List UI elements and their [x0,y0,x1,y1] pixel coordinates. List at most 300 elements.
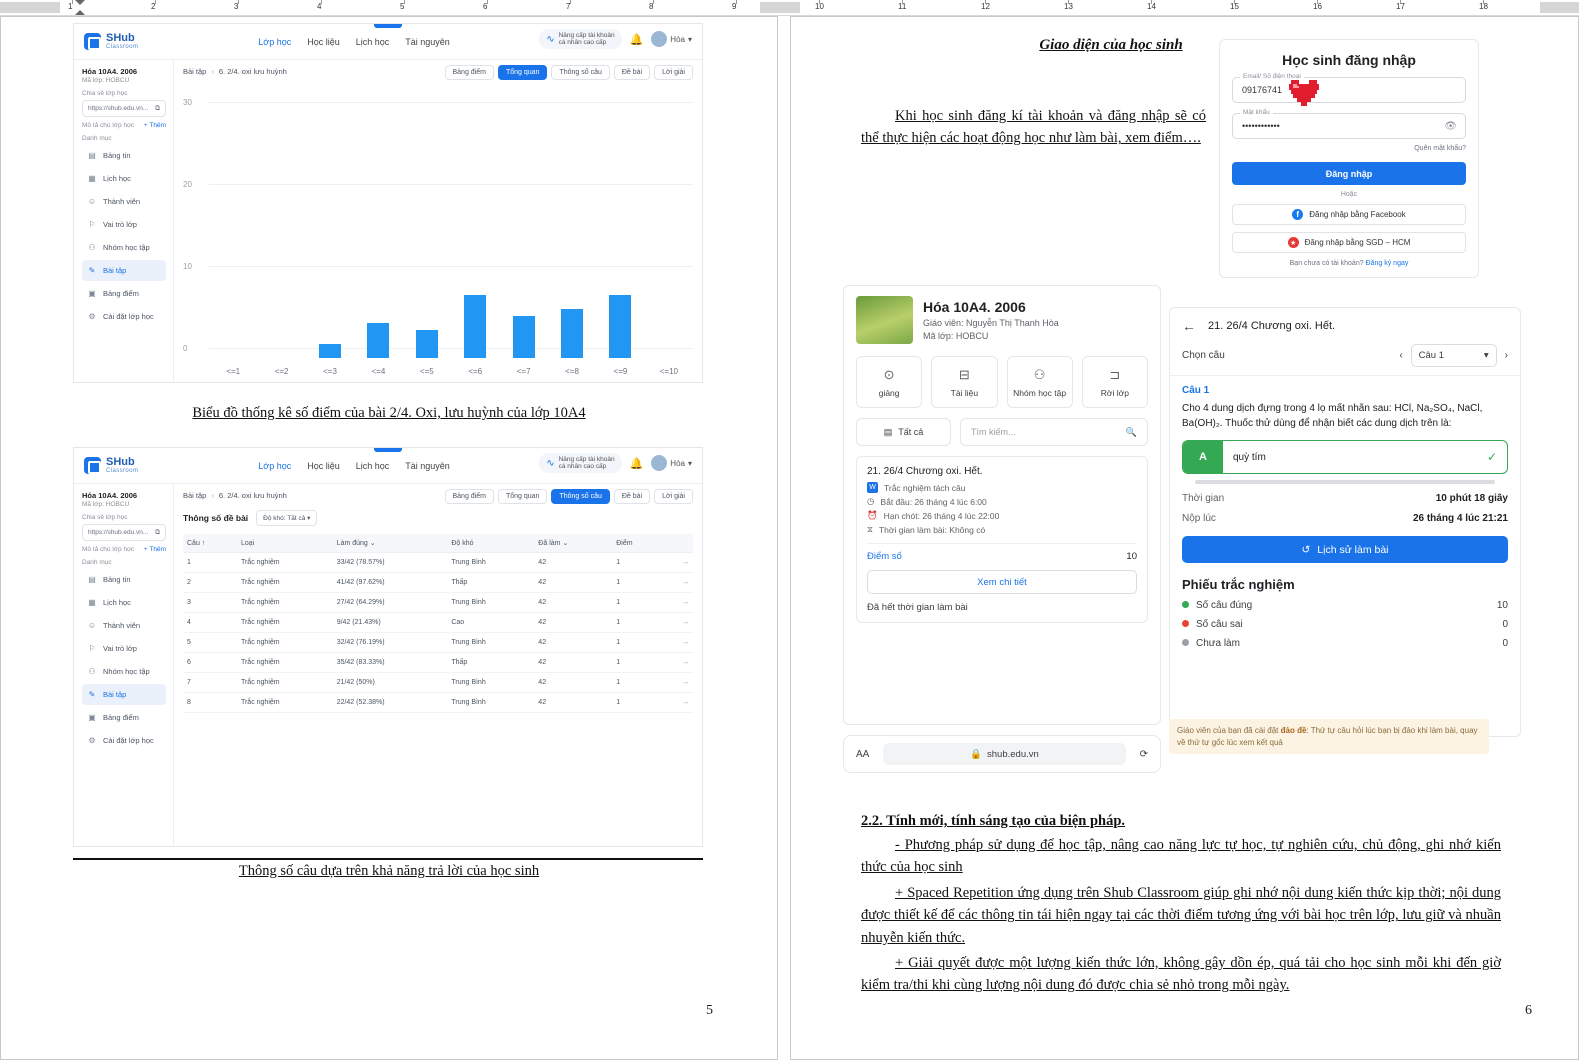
table-cell: 41/42 (97.62%) [333,573,448,593]
upgrade-line1: Nâng cấp tài khoản [558,32,615,39]
nav-hoc-lieu[interactable]: Học liệu [307,36,340,47]
table-column-header[interactable]: Loại [237,534,333,553]
password-field[interactable] [1232,109,1466,139]
first-line-indent-marker[interactable] [75,0,85,5]
table-cell: Trắc nghiệm [237,573,333,593]
chart-bar-cell [257,102,305,358]
table-column-header[interactable]: Điểm [612,534,662,553]
grade-icon: ▣ [88,289,96,298]
sidebar-item-bai-tap[interactable] [82,684,166,705]
submit-label: Nộp lúc [1182,513,1216,524]
assignment-icon: ✎ [88,690,96,699]
sheet-value: 0 [1502,638,1508,649]
worksheet-icon: W [867,482,878,493]
section-p2: + Spaced Repetition ứng dụng trên Shub Classroom giúp ghi nhớ nội dung kiến thức kịp thời; nội dung được thiết kế để các thông tin tái hiện ngay tại các thời điểm tương ứng với bài học trên lớp, lưu giữ và nhuần nhuyễn kiến thức. [861,885,1501,946]
page-number-right: 6 [1525,1003,1532,1018]
browser-tab-indicator-2 [374,448,402,452]
table-cell: 1 [612,613,662,633]
tab-loi-giai[interactable]: Lời giải [654,489,693,504]
group-icon: ⚇ [88,243,96,252]
right-heading: Giao diện của học sinh [1039,37,1183,53]
all-filter-label: Tất cả [898,427,924,437]
chart-bar-cell [306,102,354,358]
submit-value: 26 tháng 4 lúc 21:21 [1412,513,1508,524]
category-label: Danh mục [82,559,112,566]
copy-icon[interactable]: ⧉ [155,528,160,536]
table-cell: 6 [183,653,237,673]
table-cell: 5 [183,633,237,653]
table-title: Thông số đề bài [183,513,249,523]
table-row[interactable] [183,653,693,673]
breadcrumb-separator: › [211,491,214,500]
text-size-button[interactable]: AA [856,748,870,760]
top-nav [258,37,450,47]
add-description-button[interactable]: + Thêm [143,122,166,129]
answer-option-a[interactable] [1182,440,1508,474]
ruler-tick-label: 10 [815,2,824,11]
email-value: 09176741 [1242,85,1283,95]
facebook-login-button[interactable] [1232,204,1466,225]
sgd-login-label: Đăng nhập bằng SGD – HCM [1304,238,1411,247]
nav-tai-nguyen[interactable]: Tài nguyên [405,36,450,47]
tab-tong-quan[interactable]: Tổng quan [498,489,547,504]
url-text: shub.edu.vn [987,748,1039,760]
sidebar-item-label: Lịch học [103,598,131,607]
sidebar-item-cai-dat[interactable] [82,730,166,751]
table-column-header[interactable] [662,534,693,553]
sidebar-item-label: Vai trò lớp [103,644,137,653]
table-cell: 1 [612,573,662,593]
ruler-tick-label: 18 [1479,2,1488,11]
ruler-tick-label: 12 [981,2,990,11]
alarm-icon: ⏰ [867,510,878,520]
table-column-header[interactable]: Đã làm ⌄ [534,534,612,553]
forgot-password-link[interactable]: Quên mật khẩu? [1414,145,1466,152]
sidebar-item-label: Bài tập [103,690,127,699]
user-menu-2[interactable] [651,455,692,471]
all-filter-button[interactable] [856,418,951,446]
action-tai-lieu[interactable] [931,356,997,408]
chart-line-icon: ∿ [546,457,555,469]
assignment-card[interactable] [856,456,1148,623]
category-label: Danh mục [82,135,112,142]
chart-x-tick: <=4 [371,367,386,376]
nav-lich-hoc[interactable]: Lịch học [355,460,390,471]
tab-loi-giai[interactable]: Lời giải [654,65,693,80]
table-cell: Trắc nghiệm [237,613,333,633]
time-label: Thời gian [1182,493,1225,504]
ruler [0,0,1579,16]
action-nhom-hoc-tap[interactable] [1007,356,1073,408]
table-cell: 42 [534,693,612,713]
history-button-label: Lịch sử làm bài [1317,543,1389,556]
answer-sheet-title: Phiếu trắc nghiệm [1182,577,1295,592]
chart-bar-cell [499,102,547,358]
chart-bar [513,316,535,358]
ruler-tick-label: 3 [234,2,239,11]
nav-lop-hoc[interactable]: Lớp học [258,460,292,471]
browser-tab-indicator [374,24,402,28]
sidebar [74,60,174,383]
document-page-right [790,16,1579,1060]
sidebar-item-bang-tin[interactable] [82,145,166,166]
chart-bar [561,309,583,358]
table-cell: Trắc nghiệm [237,593,333,613]
login-title: Học sinh đăng nhập [1282,52,1416,68]
ruler-margin-mid [760,2,800,13]
tab-thong-so-cau[interactable]: Thông số câu [551,65,609,80]
row-open-icon[interactable]: → [662,633,693,653]
login-button[interactable]: Đăng nhập [1232,162,1466,185]
sidebar-item-label: Bảng điểm [103,289,139,298]
table-cell: 42 [534,673,612,693]
lock-icon: 🔒 [970,748,983,760]
ruler-tick-label: 8 [649,2,654,11]
next-question-button[interactable]: › [1504,350,1508,361]
question-select[interactable] [1411,344,1497,367]
sidebar-item-bang-diem[interactable] [82,707,166,728]
sgd-login-button[interactable] [1232,232,1466,253]
sidebar-item-label: Cài đặt lớp học [103,736,154,745]
table-cell: Trắc nghiệm [237,653,333,673]
time-value: 10 phút 18 giây [1435,493,1508,504]
view-detail-button[interactable]: Xem chi tiết [867,570,1137,594]
nav-hoc-lieu[interactable]: Học liệu [307,460,340,471]
chart-x-tick: <=3 [323,367,337,376]
y-tick-10: 10 [183,262,192,271]
table-column-header[interactable]: Làm đúng ⌄ [333,534,448,553]
sidebar-item-vai-tro-lop[interactable] [82,638,166,659]
table-cell: Trắc nghiệm [237,693,333,713]
brand-sub: Classroom [106,468,139,474]
row-open-icon[interactable]: → [662,653,693,673]
ruler-tick-label: 16 [1313,2,1322,11]
copy-icon[interactable]: ⧉ [155,104,160,112]
sidebar-item-label: Bài tập [103,266,127,275]
table-column-header[interactable]: Câu ↑ [183,534,237,553]
chart-x-tick: <=10 [659,367,678,376]
chart-bar [464,295,486,358]
chart-x-labels [209,367,693,376]
action-label: Rời lớp [1100,387,1129,398]
note-pre: Giáo viên của bạn đã cài đặt [1177,726,1281,735]
sidebar-item-label: Bảng tin [103,575,131,584]
sheet-row-blank [1182,638,1508,649]
question-select-value: Câu 1 [1418,350,1445,361]
shub-screenshot-table [73,447,703,847]
table-cell: 1 [183,553,237,573]
nav-lich-hoc[interactable]: Lịch học [355,36,390,47]
table-cell: Trung Bình [447,673,534,693]
class-code: Mã lớp: HOBCU [82,501,130,508]
chart-bar-cell [403,102,451,358]
chart-bar [367,323,389,358]
upgrade-line2: cá nhân cao cấp [558,463,607,470]
chart-bar-cell [209,102,257,358]
class-title: Hóa 10A4. 2006 [923,299,1026,315]
chart-bar-cell [451,102,499,358]
shub-logo-icon [84,33,101,50]
table-cell: 1 [612,553,662,573]
share-label: Chia sẻ lớp học [82,90,128,97]
chevron-down-icon: ▾ [1483,350,1489,361]
chevron-down-icon: ▾ [687,34,692,44]
nav-tai-nguyen[interactable]: Tài nguyên [405,460,450,471]
score-value: 10 [1126,551,1137,562]
sheet-value: 0 [1502,619,1508,630]
row-open-icon[interactable]: → [662,673,693,693]
score-bar-chart [183,98,693,382]
sidebar-item-label: Thành viên [103,621,141,630]
brand-name: SHub [106,32,135,44]
nav-lop-hoc[interactable]: Lớp học [258,36,292,47]
note-post: : Thứ tự câu hỏi lúc bạn bị đảo khi làm bài, quay về thứ tự gốc lúc xem kết quả [1177,726,1478,747]
signup-row [1232,260,1466,267]
brand-sub: Classroom [106,44,139,50]
table-row[interactable] [183,613,693,633]
assignment-icon: ✎ [88,266,96,275]
tab-bang-diem[interactable]: Bảng điểm [445,489,494,504]
table-cell: 1 [612,673,662,693]
history-icon: ↺ [1301,543,1311,556]
tab-row-2 [445,489,694,504]
sidebar-item-nhom-hoc-tap[interactable] [82,661,166,682]
signup-text: Bạn chưa có tài khoản? [1289,260,1366,267]
email-field[interactable] [1232,73,1466,103]
history-button[interactable] [1182,536,1508,563]
chart-x-tick: <=2 [274,367,289,376]
hanging-indent-marker[interactable] [75,10,85,15]
group-icon: ⚇ [88,667,96,676]
table-cell: Trắc nghiệm [237,633,333,653]
ruler-tick-label: 13 [1064,2,1073,11]
chart-bar-cell [354,102,402,358]
table-cell: 9/42 (21.43%) [333,613,448,633]
brand-2[interactable] [84,457,138,474]
grade-icon: ▣ [88,713,96,722]
news-icon: ▤ [88,575,96,584]
signup-link[interactable]: Đăng ký ngay [1365,260,1409,267]
class-code: Mã lớp: HOBCU [82,77,130,84]
breadcrumb-root[interactable]: Bài tập [183,67,207,76]
table-column-header[interactable]: Độ khó [447,534,534,553]
sidebar-item-label: Lịch học [103,174,131,183]
address-bar[interactable] [883,743,1125,765]
sheet-value: 10 [1496,600,1508,611]
sidebar-item-vai-tro-lop[interactable] [82,214,166,235]
role-icon: ⚐ [88,644,96,653]
table-row[interactable] [183,673,693,693]
add-description-button[interactable]: + Thêm [143,546,166,553]
play-icon: ⊙ [883,366,895,382]
sidebar-item-thanh-vien[interactable] [82,615,166,636]
desc-label: Mô tả cho lớp học [82,122,134,129]
sidebar-item-lich-hoc[interactable] [82,168,166,189]
password-value: •••••••••••• [1242,121,1280,131]
email-label: Email/ Số điện thoại [1240,73,1304,80]
tab-de-bai[interactable]: Đề bài [614,489,650,504]
table-cell: 1 [612,593,662,613]
table-cell: Thấp [447,573,534,593]
tab-thong-so-cau[interactable]: Thông số câu [551,489,609,504]
table-cell: 4 [183,613,237,633]
eye-icon[interactable]: 👁 [1444,120,1457,132]
assignment-title: 21. 26/4 Chương oxi. Hết. [867,466,983,477]
gear-icon: ⚙ [88,312,96,321]
facebook-icon: f [1292,209,1303,220]
app-topbar-2 [74,448,702,484]
difficulty-filter[interactable]: Độ khó: Tất cả ▾ [256,510,317,526]
search-placeholder: Tìm kiếm... [971,427,1016,437]
table-row[interactable] [183,633,693,653]
ruler-tick-label: 11 [898,2,907,11]
separator-line [73,858,703,860]
quiz-result-panel [1169,307,1521,737]
brand[interactable] [84,33,138,50]
ruler-tick-label: 1 [68,2,73,11]
right-paragraph: Khi học sinh đăng kí tài khoản và đăng nhập sẽ có thể thực hiện các hoạt động học như làm bài, xem điểm…. [861,108,1206,147]
table-header-row [183,534,693,553]
table-row[interactable] [183,593,693,613]
row-open-icon[interactable]: → [662,693,693,713]
answer-letter: A [1183,441,1223,473]
assignment-expired-text: Đã hết thời gian làm bài [867,602,968,613]
sheet-label: Số câu sai [1196,619,1243,630]
quiz-title: 21. 26/4 Chương oxi. Hết. [1208,320,1336,332]
submit-row [1182,513,1508,524]
notification-bell-icon[interactable]: 🔔 [629,33,644,46]
sidebar-item-bai-tap[interactable] [82,260,166,281]
share-url-box[interactable] [82,100,166,117]
difficulty-filter-label: Độ khó: Tất cả [263,515,306,522]
note-bold: đảo đề [1280,726,1307,735]
status-dot-wrong [1182,620,1189,627]
sidebar-item-cai-dat[interactable] [82,306,166,327]
y-tick-0: 0 [183,344,188,353]
assignment-score-row [867,543,1137,562]
avatar [651,455,667,471]
tab-tong-quan[interactable]: Tổng quan [498,65,547,80]
row-open-icon[interactable]: → [662,553,693,573]
section-title: 2.2. Tính mới, tính sáng tạo của biện pháp. [861,813,1126,829]
class-name: Hóa 10A4. 2006 [82,491,138,500]
action-giang[interactable] [856,356,922,408]
assignment-deadline: Hạn chót: 26 tháng 4 lúc 22:00 [883,510,1000,521]
student-class-panel [843,285,1161,725]
row-open-icon[interactable]: → [662,593,693,613]
or-divider: Hoặc [1340,191,1358,198]
table-cell: 8 [183,693,237,713]
sidebar-item-bang-diem[interactable] [82,283,166,304]
user-name: Hòa [670,458,685,468]
desc-label: Mô tả cho lớp học [82,546,134,553]
search-input[interactable] [960,418,1148,446]
prev-question-button[interactable]: ‹ [1399,350,1403,361]
chart-x-tick: <=7 [516,367,531,376]
class-code: Mã lớp: HOBCU [923,331,989,341]
password-label: Mật khẩu [1240,109,1273,116]
chart-bar [319,344,341,358]
question-number: Câu 1 [1182,385,1210,396]
tab-de-bai[interactable]: Đề bài [614,65,650,80]
user-menu[interactable] [651,31,692,47]
calendar-icon: ▦ [88,598,96,607]
sidebar-item-thanh-vien[interactable] [82,191,166,212]
assignment-start-row [867,496,1137,507]
breadcrumb-root[interactable]: Bài tập [183,491,207,500]
assignment-type-row [867,482,1137,493]
table-row[interactable] [183,693,693,713]
ruler-tick-label: 2 [151,2,156,11]
ruler-tick-label: 5 [400,2,405,11]
calendar-icon: ▦ [88,174,96,183]
action-roi-lop[interactable] [1082,356,1148,408]
tab-bang-diem[interactable]: Bảng điểm [445,65,494,80]
table-row[interactable] [183,553,693,573]
search-icon[interactable]: 🔍 [1125,426,1137,437]
share-url-box[interactable] [82,524,166,541]
back-button[interactable]: ← [1182,318,1196,334]
chart-bar-cell [596,102,644,358]
row-open-icon[interactable]: → [662,573,693,593]
chart-bar-cell [548,102,596,358]
upgrade-badge[interactable] [539,29,621,49]
page-number-left: 5 [706,1003,713,1018]
app-topbar [74,24,702,60]
chart-bar [416,330,438,358]
table-row[interactable] [183,573,693,593]
table-cell: Trung Bình [447,593,534,613]
sidebar-item-label: Bảng tin [103,151,131,160]
notification-bell-icon[interactable]: 🔔 [629,457,644,470]
row-open-icon[interactable]: → [662,613,693,633]
upgrade-badge-2[interactable] [539,453,621,473]
sheet-row-wrong [1182,619,1508,630]
chart-x-tick: <=9 [613,367,628,376]
choose-question-label: Chọn câu [1182,350,1225,361]
sidebar-item-nhom-hoc-tap[interactable] [82,237,166,258]
safari-toolbar [843,735,1161,773]
action-label: giảng [878,387,900,398]
sidebar-item-bang-tin[interactable] [82,569,166,590]
chart-bar-cell [645,102,693,358]
ruler-tick-label: 6 [483,2,488,11]
action-label: Tài liệu [950,387,979,398]
tab-row [445,65,694,80]
share-url: https://shub.edu.vn... [88,105,149,112]
avatar [651,31,667,47]
clock-icon: ◷ [867,496,875,506]
horizontal-scrollbar[interactable] [1195,480,1495,484]
facebook-login-label: Đăng nhập bằng Facebook [1309,210,1406,219]
table-cell: 2 [183,573,237,593]
breadcrumb-current: 6. 2/4. oxi lưu huỳnh [218,67,287,76]
table-cell: 1 [612,633,662,653]
table-cell: 22/42 (52.38%) [333,693,448,713]
table-cell: Trắc nghiệm [237,673,333,693]
list-icon: ▤ [883,426,893,437]
ruler-tick-label: 4 [317,2,322,11]
sidebar-item-lich-hoc[interactable] [82,592,166,613]
pixel-heart-icon [1287,78,1321,108]
chevron-down-icon: ▾ [687,458,692,468]
action-label: Nhóm học tập [1013,387,1067,398]
chart-line-icon: ∿ [546,33,555,45]
sgd-icon: ★ [1288,237,1299,248]
table-cell: 33/42 (78.57%) [333,553,448,573]
table-cell: 42 [534,553,612,573]
reload-button[interactable]: ⟳ [1139,748,1148,760]
